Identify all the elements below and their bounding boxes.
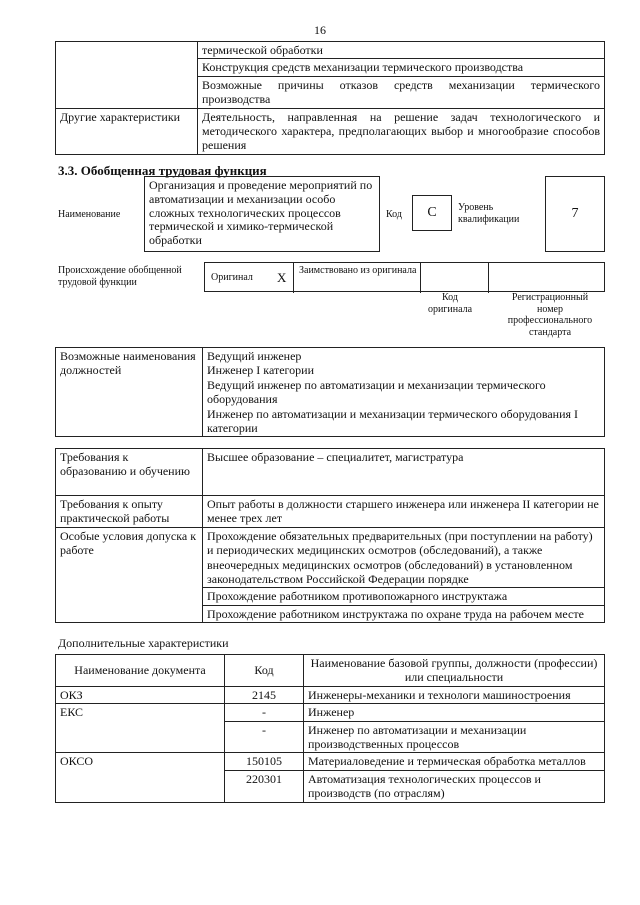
special-value-2: Прохождение работником противопожарного инструктажа xyxy=(203,588,605,605)
section-title: 3.3. Обобщенная трудовая функция xyxy=(58,163,267,178)
position-line-4: Инженер по автоматизации и механизации термического оборудования I категории xyxy=(207,406,579,435)
level-value: 7 xyxy=(571,206,579,221)
additional-header-doc: Наименование документа xyxy=(56,655,225,687)
experience-value: Опыт работы в должности старшего инженера или инженера II категории не менее трех лет xyxy=(203,496,605,528)
level-label: Уровень квалификации xyxy=(458,202,520,225)
requirements-table xyxy=(55,448,605,623)
education-label: Требования к образованию и обучению xyxy=(56,449,203,496)
positions-label: Возможные наименования должностей xyxy=(56,348,203,437)
special-value-3: Прохождение работником инструктажа по охране труда на рабочем месте xyxy=(203,605,605,622)
origin-cells xyxy=(204,262,605,292)
code-value: C xyxy=(427,205,437,220)
table-row: ЕКС - Инженер xyxy=(56,704,605,721)
table-row: ОКЗ 2145 Инженеры-механики и технологи машиностроения xyxy=(56,686,605,703)
special-value-1: Прохождение обязательных предварительных (при поступлении на работу) и периодических медицинских осмотров (обследований), а также внеочередных медицинских осмотров (обследований) в установленном законодательством Российской Федерации порядке xyxy=(203,527,605,588)
name-value-box xyxy=(144,176,380,252)
table-row: - Инженер по автоматизации и механизации производственных процессов xyxy=(56,721,605,753)
additional-header-name: Наименование базовой группы, должности (профессии) или специальности xyxy=(304,655,605,687)
original-label: Оригинал xyxy=(211,272,253,283)
original-mark: X xyxy=(277,270,287,285)
education-value: Высшее образование – специалитет, магистратура xyxy=(203,449,605,496)
code-label: Код xyxy=(386,209,402,220)
top-row-1: термической обработки xyxy=(198,42,605,59)
other-characteristics-value: Деятельность, направленная на решение задач технологического и методического характера, предполагающих выбор и многообразие способов решения xyxy=(198,108,605,154)
other-characteristics-label: Другие характеристики xyxy=(56,108,198,154)
additional-title: Дополнительные характеристики xyxy=(58,636,229,650)
additional-header-code: Код xyxy=(225,655,304,687)
borrowed-label: Заимствовано из оригинала xyxy=(299,265,417,276)
table-row: 220301 Автоматизация технологических процессов и производств (по отраслям) xyxy=(56,770,605,802)
positions-table xyxy=(55,347,605,437)
table-row: ОКСО 150105 Материаловедение и термическая обработка металлов xyxy=(56,753,605,770)
name-value: Организация и проведение мероприятий по автоматизации и механизации особо сложных технологических процессов термической и химико-термической обработки xyxy=(149,178,373,248)
top-row-2: Конструкция средств механизации термического производства xyxy=(198,59,605,76)
page-number: 16 xyxy=(314,23,326,37)
position-line-1: Ведущий инженер xyxy=(207,349,302,363)
special-label: Особые условия допуска к работе xyxy=(56,527,203,622)
origin-label: Происхождение обобщенной трудовой функции xyxy=(58,265,182,288)
top-table xyxy=(55,41,605,155)
experience-label: Требования к опыту практической работы xyxy=(56,496,203,528)
position-line-2: Инженер I категории xyxy=(207,363,314,378)
registration-caption: Регистрационный номер профессионального стандарта xyxy=(507,292,593,338)
code-original-caption: Код оригинала xyxy=(427,292,473,315)
position-line-3: Ведущий инженер по автоматизации и механизации термического оборудования xyxy=(207,377,546,407)
additional-table xyxy=(55,654,605,803)
code-value-box xyxy=(412,195,452,231)
level-value-box xyxy=(545,176,605,252)
name-label: Наименование xyxy=(58,209,121,220)
top-row-3: Возможные причины отказов средств механизации термического производства xyxy=(198,76,605,108)
